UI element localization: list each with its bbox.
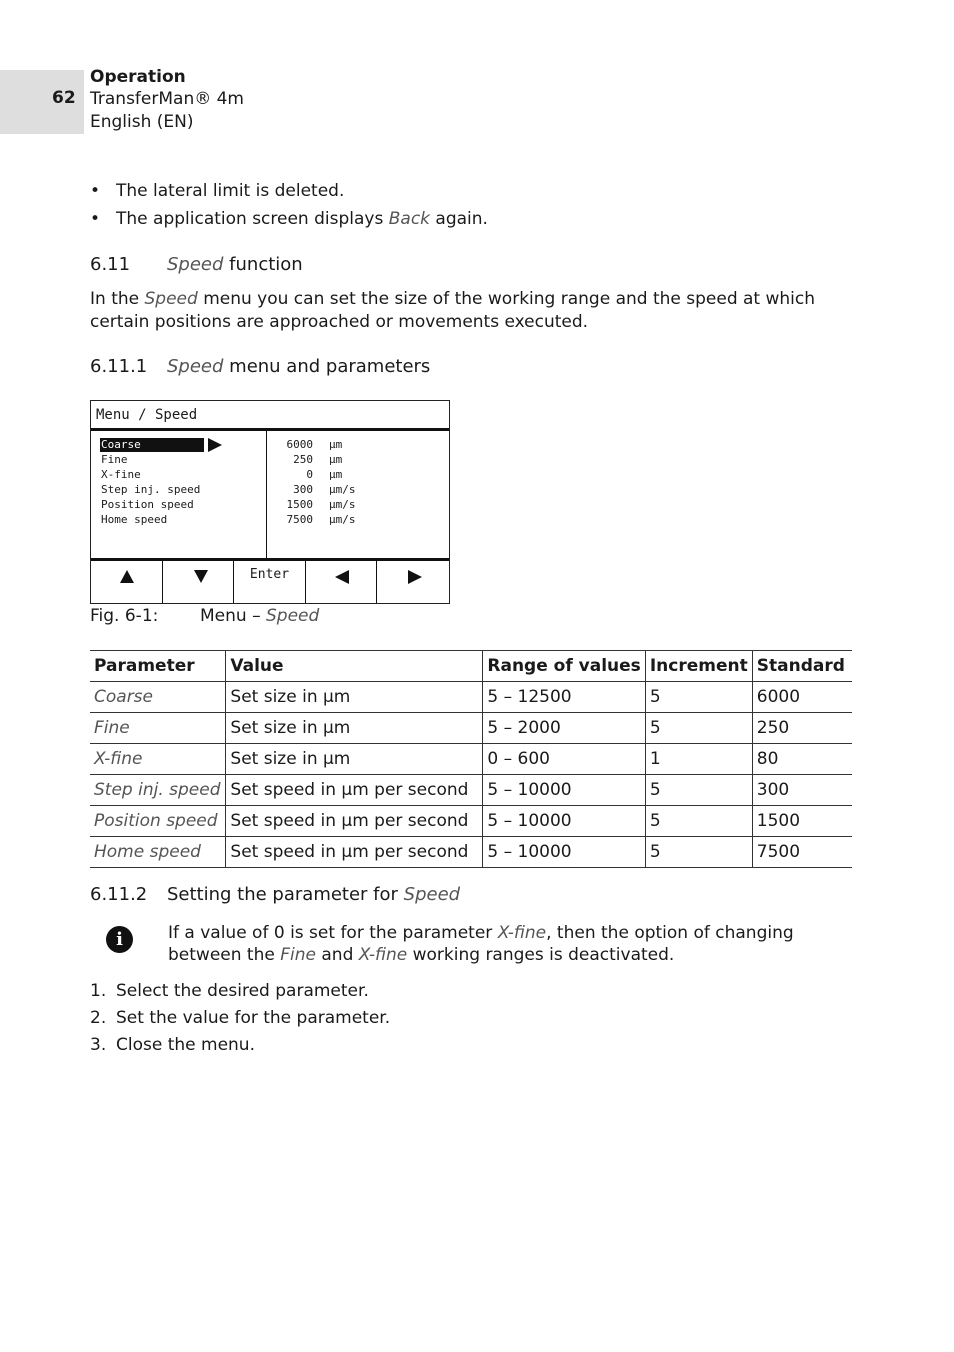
menu-unit: µm/s — [329, 498, 356, 511]
right-arrow-icon — [408, 570, 422, 584]
column-header: Parameter — [90, 651, 226, 682]
table-cell: Set size in µm — [226, 744, 483, 775]
bullet-text: The application screen displays Back again. — [116, 209, 488, 229]
figure-caption-text: Menu – Speed — [200, 606, 320, 626]
up-button[interactable] — [91, 561, 163, 603]
menu-item-fine[interactable]: Fine — [101, 453, 128, 466]
column-header: Increment — [645, 651, 752, 682]
table-cell: Home speed — [90, 837, 226, 868]
enter-button[interactable] — [234, 561, 306, 603]
speed-menu-display — [90, 400, 450, 604]
right-button[interactable] — [377, 561, 449, 603]
figure-caption-label: Fig. 6-1: — [90, 606, 159, 626]
menu-value: 250 — [293, 453, 313, 466]
table-cell: 7500 — [752, 837, 852, 868]
table-cell: 5 — [645, 713, 752, 744]
list-item: 1. Select the desired parameter. — [90, 981, 369, 1001]
table-cell: Set size in µm — [226, 682, 483, 713]
table-cell: 5 — [645, 775, 752, 806]
menu-value: 7500 — [286, 513, 313, 526]
header-section: Operation — [90, 67, 186, 87]
table-cell: Set speed in µm per second — [226, 837, 483, 868]
table-cell: 5 – 10000 — [483, 806, 645, 837]
bullet-dot: • — [90, 181, 101, 201]
menu-unit: µm — [329, 468, 343, 481]
menu-item-step-inj-speed[interactable]: Step inj. speed — [101, 483, 201, 496]
info-note: If a value of 0 is set for the parameter X-fine, then the option of changing between the Fine and X-fine working ranges is deactivated. — [168, 923, 794, 965]
left-arrow-icon — [335, 570, 349, 584]
table-cell: 250 — [752, 713, 852, 744]
list-item: 2. Set the value for the parameter. — [90, 1008, 391, 1028]
section-heading-6-11-1: 6.11.1 Speed menu and parameters — [90, 356, 431, 377]
table-cell: Set speed in µm per second — [226, 775, 483, 806]
table-cell: 5 – 10000 — [483, 837, 645, 868]
menu-item-coarse[interactable]: Coarse — [101, 438, 141, 451]
bullet-dot: • — [90, 209, 101, 229]
table-cell: 5 — [645, 682, 752, 713]
table-cell: Set size in µm — [226, 713, 483, 744]
enter-label: Enter — [249, 567, 290, 582]
selection-arrow-icon — [208, 438, 222, 452]
menu-unit: µm — [329, 438, 343, 451]
menu-value: 300 — [293, 483, 313, 496]
list-item: 3. Close the menu. — [90, 1035, 255, 1055]
table-row — [90, 837, 852, 868]
table-cell: 80 — [752, 744, 852, 775]
down-arrow-icon — [194, 570, 208, 583]
column-header: Standard — [752, 651, 852, 682]
table-cell: 1500 — [752, 806, 852, 837]
header-language: English (EN) — [90, 112, 194, 132]
section-intro: In the Speed menu you can set the size of the working range and the speed at which certain positions are approached or movements executed. — [90, 289, 816, 332]
table-cell: Step inj. speed — [90, 775, 226, 806]
section-heading-6-11-2: 6.11.2 Setting the parameter for Speed — [90, 884, 461, 905]
header-product: TransferMan® 4m — [90, 89, 244, 109]
table-row — [90, 713, 852, 744]
parameter-table — [90, 650, 852, 868]
menu-value: 0 — [306, 468, 313, 481]
menu-value: 6000 — [286, 438, 313, 451]
table-cell: Fine — [90, 713, 226, 744]
menu-unit: µm/s — [329, 483, 356, 496]
table-cell: Set speed in µm per second — [226, 806, 483, 837]
page-number: 62 — [52, 88, 76, 108]
left-button[interactable] — [306, 561, 377, 603]
menu-value: 1500 — [286, 498, 313, 511]
table-cell: Position speed — [90, 806, 226, 837]
table-cell: 5 – 10000 — [483, 775, 645, 806]
table-cell: 5 – 2000 — [483, 713, 645, 744]
bullet-text: The lateral limit is deleted. — [116, 181, 345, 201]
menu-item-home-speed[interactable]: Home speed — [101, 513, 168, 526]
up-arrow-icon — [120, 570, 134, 583]
display-button-bar — [91, 561, 449, 603]
display-rule — [91, 428, 449, 431]
info-icon: i — [106, 926, 133, 953]
table-header-row — [90, 651, 852, 682]
table-cell: 1 — [645, 744, 752, 775]
menu-unit: µm — [329, 453, 343, 466]
table-cell: Coarse — [90, 682, 226, 713]
menu-item-x-fine[interactable]: X-fine — [101, 468, 141, 481]
table-cell: 5 — [645, 837, 752, 868]
section-heading-6-11: 6.11 Speed function — [90, 254, 303, 275]
column-header: Range of values — [483, 651, 645, 682]
table-cell: X-fine — [90, 744, 226, 775]
table-cell: 5 – 12500 — [483, 682, 645, 713]
table-row — [90, 806, 852, 837]
table-cell: 300 — [752, 775, 852, 806]
table-row — [90, 775, 852, 806]
table-cell: 6000 — [752, 682, 852, 713]
down-button[interactable] — [163, 561, 234, 603]
table-row — [90, 744, 852, 775]
display-title: Menu / Speed — [96, 407, 198, 423]
table-row — [90, 682, 852, 713]
column-header: Value — [226, 651, 483, 682]
table-cell: 0 – 600 — [483, 744, 645, 775]
menu-item-position-speed[interactable]: Position speed — [101, 498, 194, 511]
table-cell: 5 — [645, 806, 752, 837]
menu-unit: µm/s — [329, 513, 356, 526]
